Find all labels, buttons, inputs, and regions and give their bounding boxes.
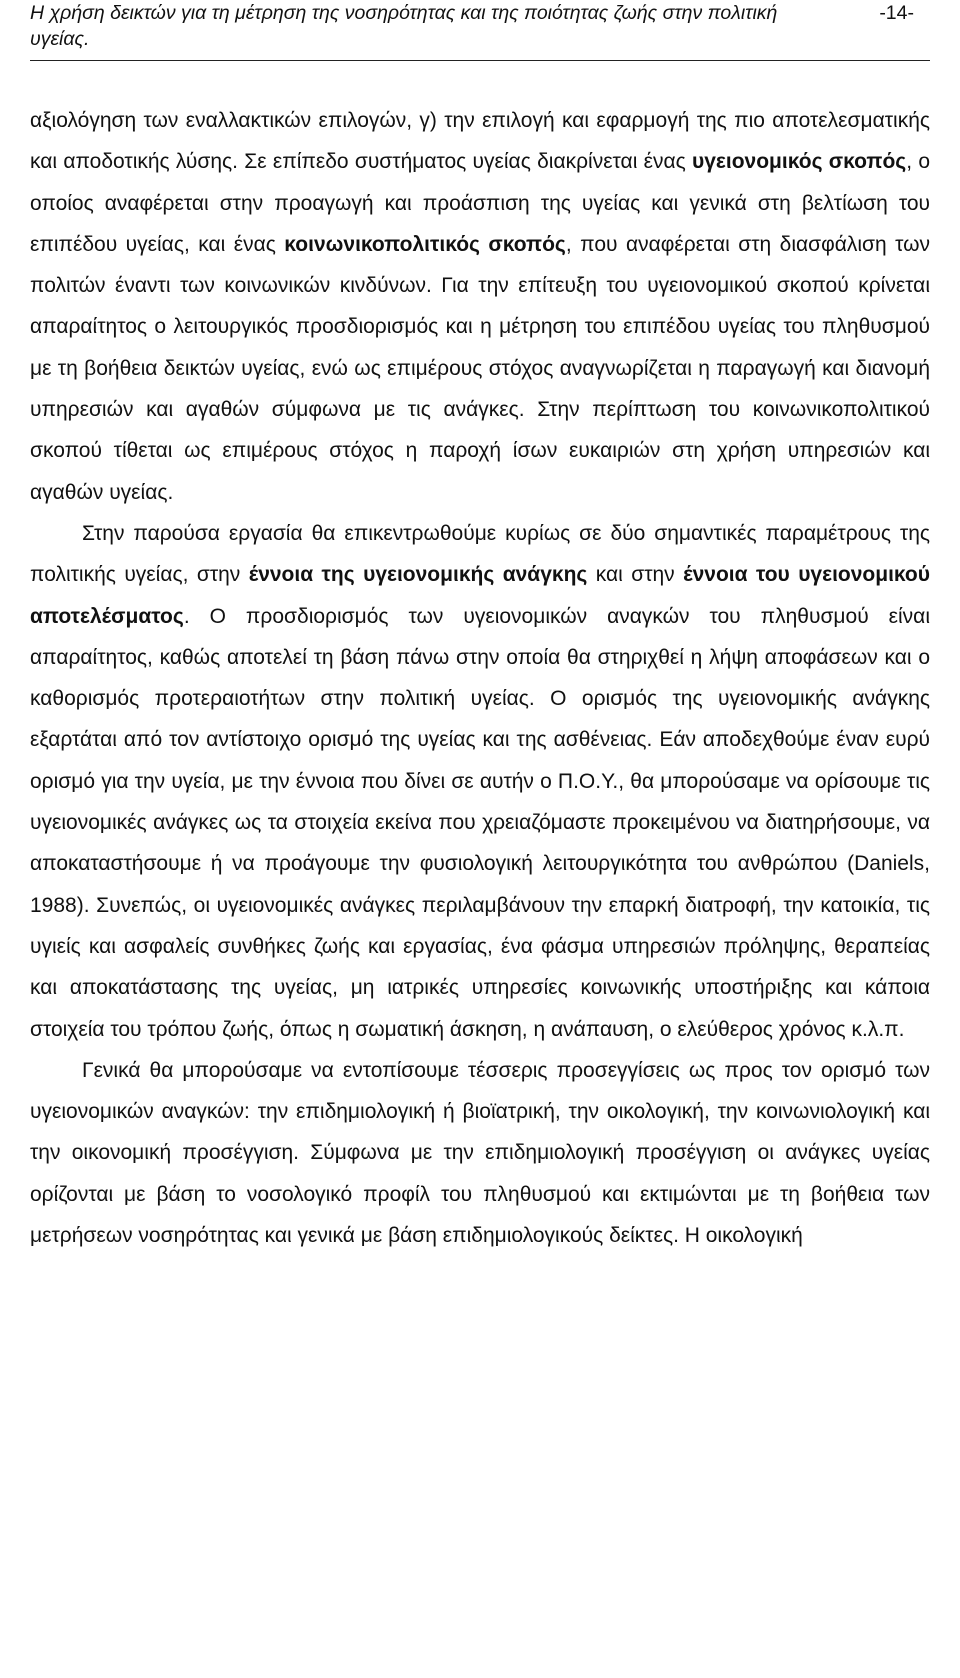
header-title: Η χρήση δεικτών για τη μέτρηση της νοσηρότητας και της ποιότητας ζωής στην πολιτική υγείας. — [30, 2, 778, 50]
page-number: -14- — [879, 2, 914, 24]
text-run: , που αναφέρεται στη διασφάλιση των πολιτών έναντι των κοινωνικών κινδύνων. Για την επίτευξη του υγειονομικού σκοπού κρίνεται απαραίτητος ο λειτουργικός προσδιορισμός και η μέτρηση του επιπέδου υγείας του πληθυσμού με τη βοήθεια δεικτών υγείας, ενώ ως επιμέρους στόχος αναγνωρίζεται η παραγωγή και διανομή υπηρεσιών και αγαθών σύμφωνα με τις ανάγκες. Στην περίπτωση του κοινωνικοπολιτικού σκοπού τίθεται ως επιμέρους στόχος η παροχή ίσων ευκαιριών στη χρήση υπηρεσιών και αγαθών υγείας. — [30, 232, 930, 504]
running-header — [30, 0, 930, 52]
bold-term: υγειονομικός σκοπός — [692, 150, 907, 174]
bold-term: έννοια του υγειονομικού αποτελέσματος — [30, 563, 930, 628]
bold-term: κοινωνικοπολιτικός σκοπός — [284, 232, 566, 256]
paragraph — [30, 100, 930, 513]
paragraph — [30, 513, 930, 1050]
text-run: και στην — [587, 563, 684, 587]
header-rule — [30, 60, 930, 61]
paragraph — [30, 1050, 930, 1256]
text-run: , ο οποίος αναφέρεται στην προαγωγή και προάσπιση της υγείας και γενικά στη βελτίωση του επιπέδου υγείας, και ένας — [30, 150, 930, 256]
text-run: . Ο προσδιορισμός των υγειονομικών αναγκών του πληθυσμού είναι απαραίτητος, καθώς αποτελεί τη βάση πάνω στην οποία θα στηριχθεί η λήψη αποφάσεων και ο καθορισμός προτεραιοτήτων στην πολιτική υγείας. Ο ορισμός της υγειονομικής ανάγκης εξαρτάται από τον αντίστοιχο ορισμό της υγείας και της ασθένειας. Εάν αποδεχθούμε έναν ευρύ ορισμό για την υγεία, με την έννοια που δίνει σε αυτήν ο Π.Ο.Υ., θα μπορούσαμε να ορίσουμε τις υγειονομικές ανάγκες ως τα στοιχεία εκείνα που χρειαζόμαστε προκειμένου να διατηρήσουμε, να αποκαταστήσουμε ή να προάγουμε την φυσιολογική λειτουργικότητα του ανθρώπου (Daniels, 1988). Συνεπώς, οι υγειονομικές ανάγκες περιλαμβάνουν την επαρκή διατροφή, την κατοικία, τις υγιείς και ασφαλείς συνθήκες ζωής και εργασίας, ένα φάσμα υπηρεσιών πρόληψης, θεραπείας και αποκατάστασης της υγείας, μη ιατρικές υπηρεσίες κοινωνικής υποστήριξης και κάποια στοιχεία του τρόπου ζωής, όπως η σωματική άσκηση, η ανάπαυση, ο ελεύθερος χρόνος κ.λ.π. — [30, 604, 930, 1041]
text-run: Γενικά θα μπορούσαμε να εντοπίσουμε τέσσερις προσεγγίσεις ως προς τον ορισμό των υγειονομικών αναγκών: την επιδημιολογική ή βιοϊατρική, την οικολογική, την κοινωνιολογική και την οικονομική προσέγγιση. Σύμφωνα με την επιδημιολογική προσέγγιση οι ανάγκες υγείας ορίζονται με βάση το νοσολογικό προφίλ του πληθυσμού και εκτιμώνται με τη βοήθεια των μετρήσεων νοσηρότητας και γενικά με βάση επιδημιολογικούς δείκτες. Η οικολογική — [30, 1058, 930, 1248]
bold-term: έννοια της υγειονομικής ανάγκης — [248, 563, 588, 587]
text-run: αξιολόγηση των εναλλακτικών επιλογών, γ) την επιλογή και εφαρμογή της πιο αποτελεσματικής και αποδοτικής λύσης. Σε επίπεδο συστήματος υγείας διακρίνεται ένας — [30, 109, 930, 174]
text-run: Στην παρούσα εργασία θα επικεντρωθούμε κυρίως σε δύο σημαντικές παραμέτρους της πολιτικής υγείας, στην — [30, 521, 930, 587]
body-text — [30, 100, 930, 1256]
